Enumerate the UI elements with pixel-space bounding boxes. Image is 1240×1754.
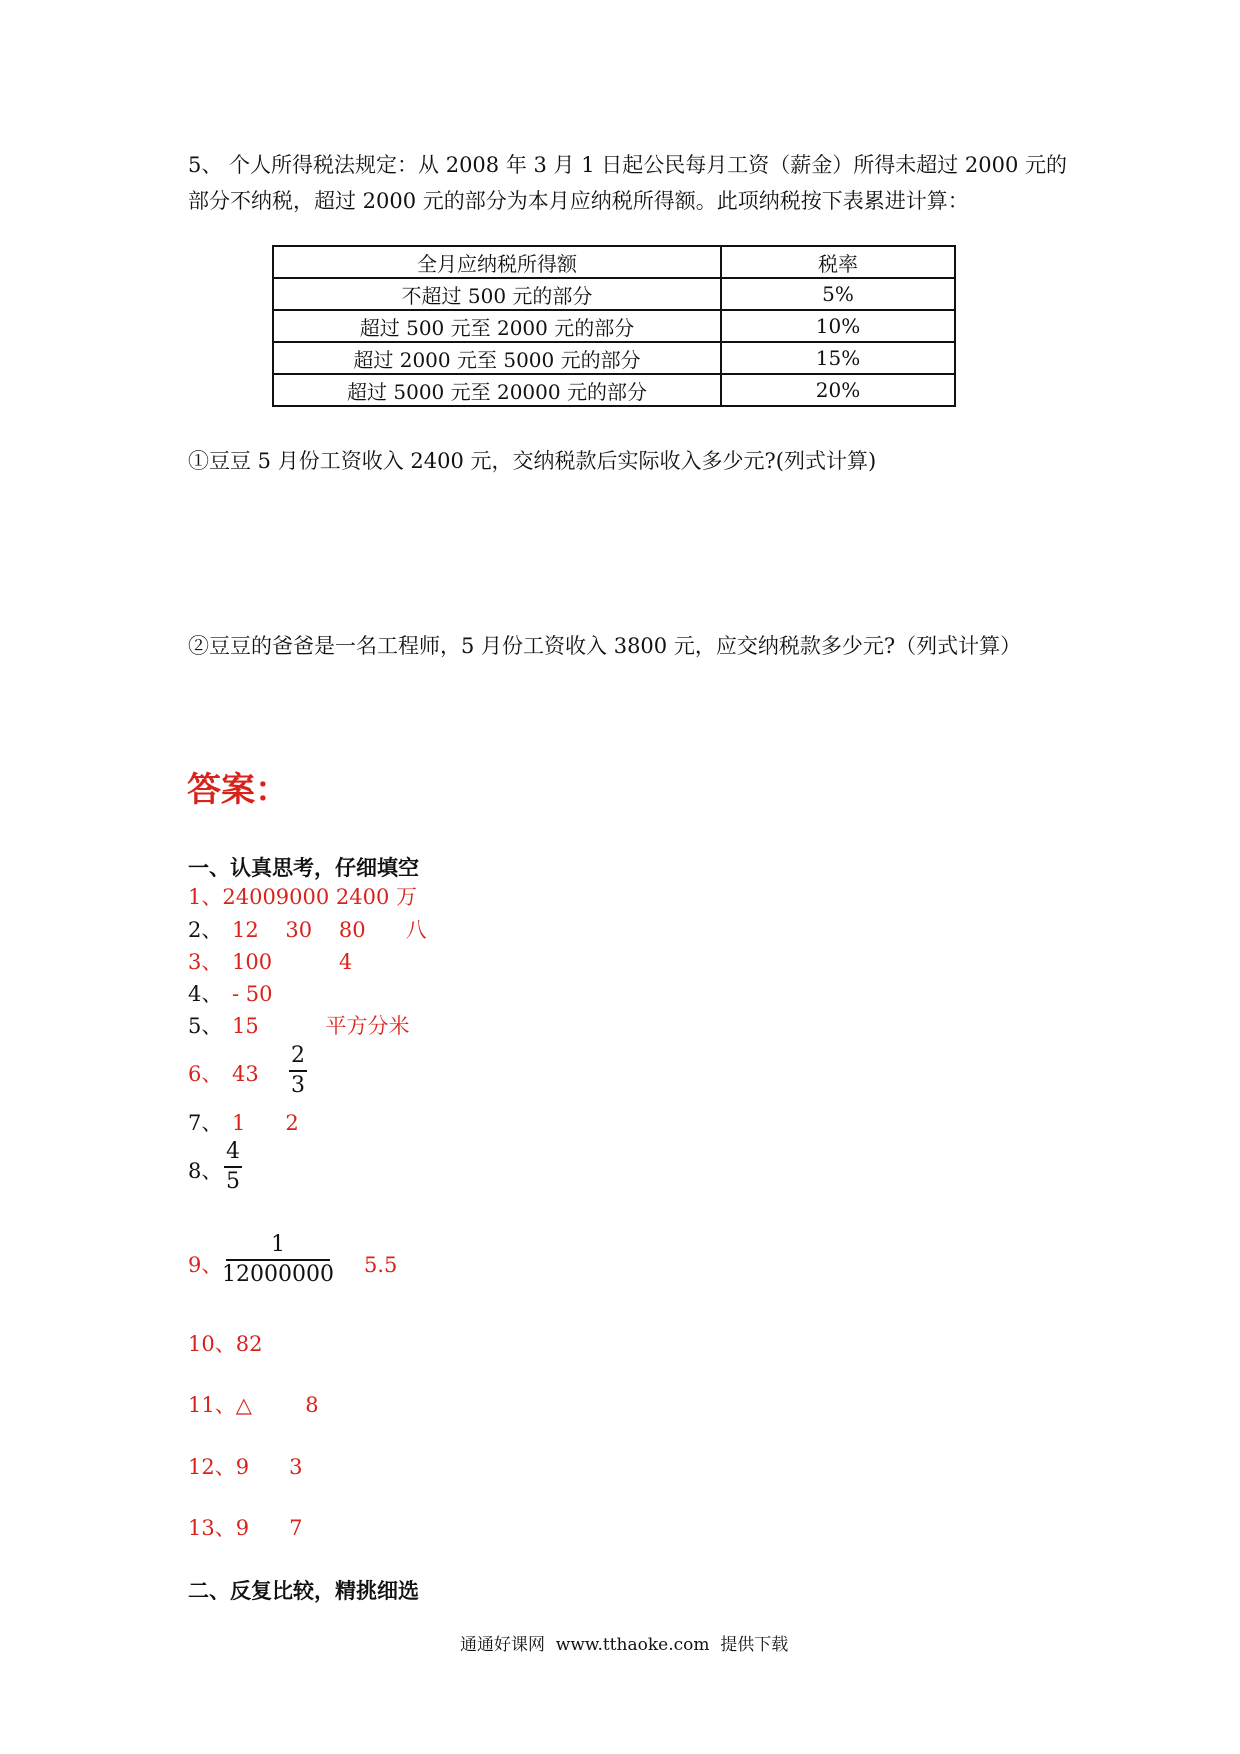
row-bracket: 超过 500 元至 2000 元的部分	[273, 310, 721, 342]
row-bracket: 超过 2000 元至 5000 元的部分	[273, 342, 721, 374]
answer-6-label: 6、	[188, 1062, 223, 1086]
answer-9-fraction	[222, 1231, 334, 1289]
answer-6-fraction	[289, 1042, 307, 1100]
answer-9-value: 5.5	[364, 1253, 398, 1277]
answer-2-label: 2、	[188, 918, 223, 942]
table-row	[273, 342, 955, 374]
answer-3-label: 3、	[188, 950, 223, 974]
question-5-line-2: 部分不纳税，超过 2000 元的部分为本月应纳税所得额。此项纳税按下表累进计算：	[188, 189, 969, 213]
answer-13: 13、9 7	[188, 1516, 303, 1540]
answers-title: 答案：	[187, 770, 289, 810]
answer-9-label: 9、	[188, 1253, 223, 1277]
section-2-heading: 二、反复比较，精挑细选	[188, 1579, 419, 1603]
fraction-numerator: 4	[226, 1139, 240, 1164]
table-row	[273, 310, 955, 342]
sub-question-2: ②豆豆的爸爸是一名工程师，5 月份工资收入 3800 元，应交纳税款多少元?（列式计算）	[188, 634, 1022, 658]
answer-5-label: 5、	[188, 1014, 223, 1038]
answer-4-value: - 50	[232, 982, 273, 1006]
answer-12: 12、9 3	[188, 1455, 303, 1479]
answer-8-fraction	[224, 1138, 242, 1196]
fraction-denominator: 12000000	[222, 1262, 334, 1287]
fraction-denominator: 3	[291, 1073, 305, 1098]
row-rate: 20%	[721, 374, 955, 406]
table-row	[273, 278, 955, 310]
question-5-line-1: 5、 个人所得税法规定：从 2008 年 3 月 1 日起公民每月工资（薪金）所得未超过 2000 元的	[188, 153, 1068, 177]
fraction-numerator: 2	[291, 1043, 305, 1068]
answer-7-label: 7、	[188, 1111, 223, 1135]
sub-question-1: ①豆豆 5 月份工资收入 2400 元，交纳税款后实际收入多少元?(列式计算)	[188, 449, 877, 473]
table-header-row	[273, 246, 955, 278]
answer-7-value: 1 2	[232, 1111, 299, 1135]
answer-5-value: 15 平方分米	[232, 1014, 410, 1038]
answer-3-value: 100 4	[232, 950, 353, 974]
answer-1: 1、24009000 2400 万	[188, 885, 418, 909]
fraction-denominator: 5	[226, 1169, 240, 1194]
row-bracket: 超过 5000 元至 20000 元的部分	[273, 374, 721, 406]
table-row	[273, 374, 955, 406]
header-tax-rate: 税率	[721, 246, 955, 278]
answer-11: 11、△ 8	[188, 1393, 319, 1417]
fraction-numerator: 1	[270, 1232, 285, 1257]
answer-2-value: 12 30 80 八	[232, 918, 427, 942]
answer-10: 10、82	[188, 1332, 263, 1356]
row-rate: 15%	[721, 342, 955, 374]
section-1-heading: 一、认真思考，仔细填空	[188, 856, 419, 880]
row-rate: 5%	[721, 278, 955, 310]
tax-rate-table	[272, 245, 956, 407]
row-rate: 10%	[721, 310, 955, 342]
answer-6-value: 43	[232, 1062, 259, 1086]
answer-8-label: 8、	[188, 1159, 223, 1183]
page-footer: 通通好课网 www.tthaoke.com 提供下载	[460, 1635, 789, 1655]
row-bracket: 不超过 500 元的部分	[273, 278, 721, 310]
header-taxable-income: 全月应纳税所得额	[273, 246, 721, 278]
answer-4-label: 4、	[188, 982, 223, 1006]
